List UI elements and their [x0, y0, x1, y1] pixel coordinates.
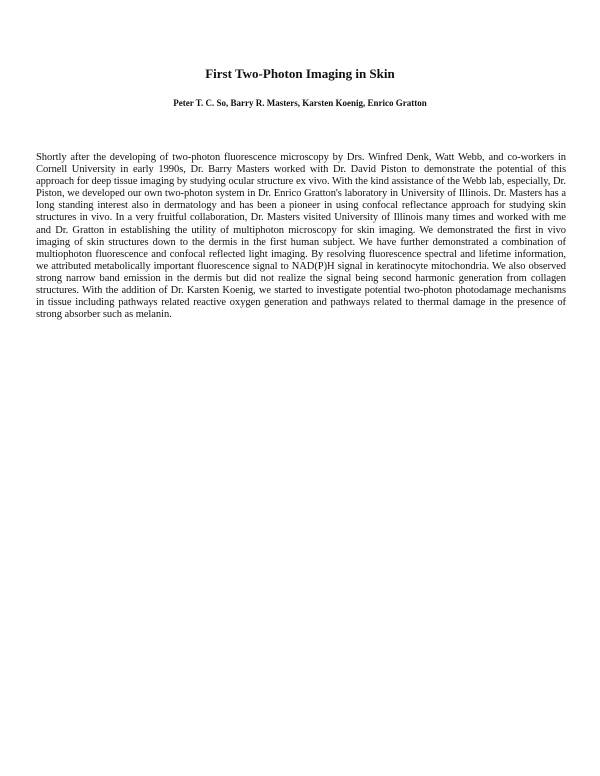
document-title: First Two-Photon Imaging in Skin: [205, 66, 395, 81]
document-authors: Peter T. C. So, Barry R. Masters, Karsten Koenig, Enrico Gratton: [173, 98, 427, 108]
document-body-paragraph: Shortly after the developing of two-photon fluorescence microscopy by Drs. Winfred Denk, Watt Webb, and co-workers in Cornell University in early 1990s, Dr. Barry Masters worked with Dr. David Piston to demonstrate the potential of this approach for deep tissue imaging by studying ocular structure ex vivo. With the kind assistance of the Webb lab, especially, Dr. Piston, we developed our own two-photon system in Dr. Enrico Gratton's laboratory in University of Illinois. Dr. Masters has a long standing interest also in dermatology and has been a pioneer in using confocal reflectance approach for studying skin structures in vivo. In a very fruitful collaboration, Dr. Masters visited University of Illinois many times and worked with me and Dr. Gratton in establishing the utility of multiphoton microscopy for skin imaging. We demonstrated the first in vivo imaging of skin structures down to the dermis in the first human subject. We have further demonstrated a combination of multiophoton fluorescence and confocal reflected light imaging. By resolving fluorescence spectral and lifetime information, we attributed metabolically important fluorescence signal to NAD(P)H signal in keratinocyte mitochondria. We also observed strong narrow band emission in the dermis but did not realize the signal being second harmonic generation from collagen structures. With the addition of Dr. Karsten Koenig, we started to investigate potential two-photon photodamage mechanisms in tissue including pathways related reactive oxygen generation and pathways related to thermal damage in the presence of strong absorber such as melanin.: [36, 152, 566, 321]
